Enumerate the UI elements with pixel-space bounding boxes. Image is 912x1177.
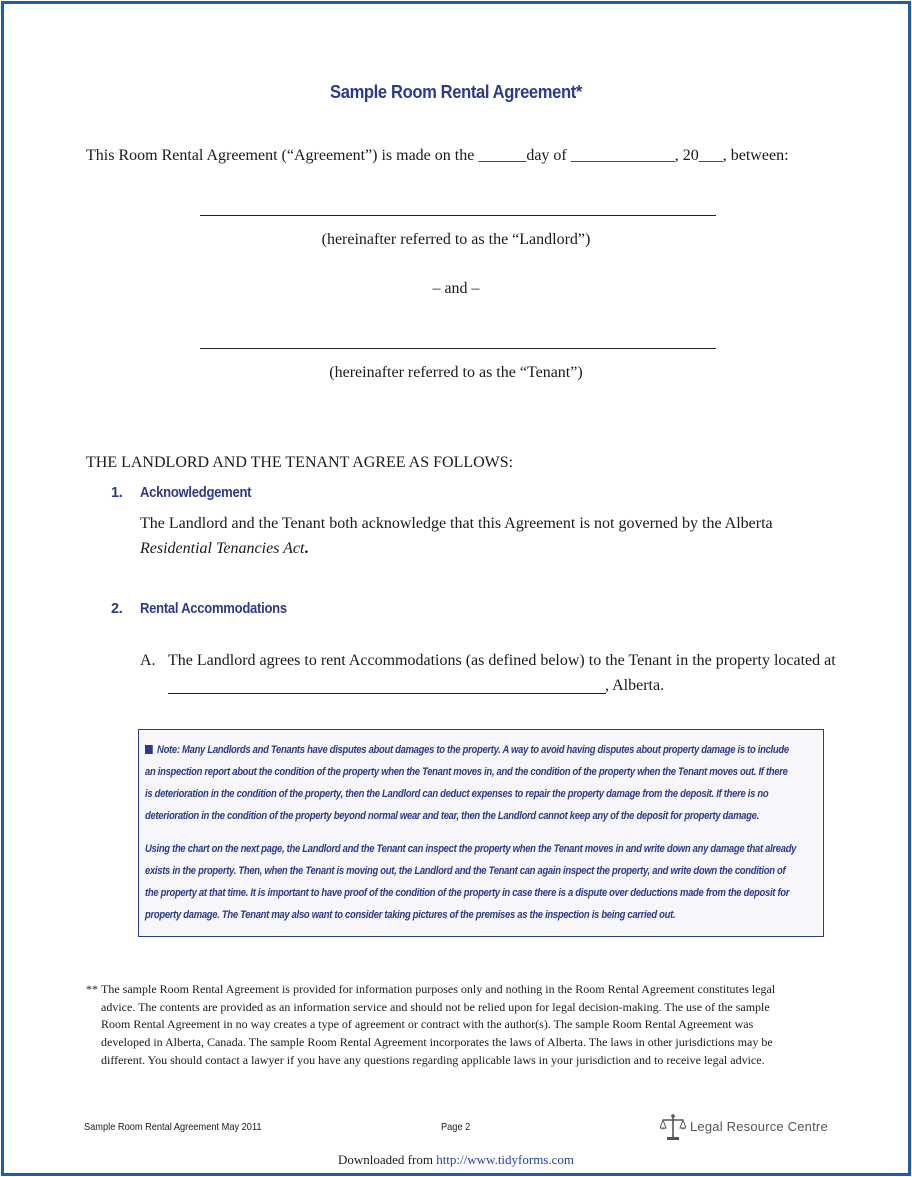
tenant-caption: (hereinafter referred to as the “Tenant”) bbox=[329, 364, 583, 381]
landlord-name-line bbox=[200, 215, 716, 216]
disclaimer-line-1: The sample Room Rental Agreement is provided for information purposes only and nothing in the Room Rental Agreement constitutes legal bbox=[101, 982, 776, 996]
note-text-1: Note: Many Landlords and Tenants have disputes about damages to the property. A way to avoid having disputes about property damage is to include bbox=[157, 744, 789, 756]
note-box bbox=[138, 729, 824, 937]
disclaimer-line-4: developed in Alberta, Canada. The sample Room Rental Agreement incorporates the laws of Alberta. The laws in other jurisdictions may be bbox=[101, 1035, 773, 1049]
note-line-8: property damage. The Tenant may also want to consider taking pictures of the premises as the inspection is being carried out. bbox=[145, 909, 676, 921]
section-1-text-line2 bbox=[140, 540, 308, 558]
note-line-7: the property at that time. It is important to have proof of the condition of the property in case there is a dispute over deductions made from the deposit for bbox=[145, 887, 790, 899]
download-link[interactable]: http://www.tidyforms.com bbox=[436, 1152, 575, 1167]
document-title: Sample Room Rental Agreement* bbox=[330, 82, 582, 102]
section-2-title: Rental Accommodations bbox=[140, 601, 287, 617]
landlord-caption: (hereinafter referred to as the “Landlord”) bbox=[321, 231, 591, 248]
act-period: . bbox=[304, 540, 309, 557]
section-2-number: 2. bbox=[111, 601, 123, 617]
download-line bbox=[0, 1152, 912, 1168]
note-line-6: exists in the property. Then, when the Tenant is moving out, the Landlord and the Tenant can again inspect the property, and write down the condition of bbox=[145, 865, 786, 877]
and-separator: – and – bbox=[432, 280, 480, 297]
disclaimer-line-2: advice. The contents are provided as an information service and should not be relied upon for legal decision-making. The use of the sample bbox=[101, 1000, 770, 1014]
download-prefix: Downloaded from bbox=[337, 1152, 437, 1167]
note-line-5: Using the chart on the next page, the Landlord and the Tenant can inspect the property when the Tenant moves in and write down any damage that already bbox=[145, 843, 797, 855]
footer-doc-name: Sample Room Rental Agreement May 2011 bbox=[84, 1121, 262, 1133]
property-address-line bbox=[168, 693, 606, 694]
note-line-3: is deterioration in the condition of the property, then the Landlord can deduct expenses to repair the property damage from the deposit. If there is no bbox=[145, 788, 769, 800]
note-line-2: an inspection report about the condition of the property when the Tenant moves in, and the condition of the property when the Tenant moves out. If there bbox=[145, 766, 788, 778]
agree-heading: THE LANDLORD AND THE TENANT AGREE AS FOLLOWS: bbox=[86, 454, 514, 471]
disclaimer-line-5: different. You should contact a lawyer if you have any questions regarding applicable laws in your jurisdiction and to receive legal advice. bbox=[101, 1053, 765, 1067]
logo-text: Legal Resource Centre bbox=[690, 1119, 828, 1134]
disclaimer-line-3: Room Rental Agreement in no way creates a type of agreement or contract with the author(s). The sample Room Rental Agreement was bbox=[101, 1017, 754, 1031]
footer-page-number: Page 2 bbox=[441, 1121, 471, 1133]
section-1-title: Acknowledgement bbox=[140, 485, 252, 501]
act-name: Residential Tenancies Act bbox=[140, 540, 305, 557]
note-bullet-icon bbox=[145, 745, 153, 754]
disclaimer-marker: ** bbox=[86, 982, 98, 996]
scales-of-justice-icon bbox=[660, 1112, 686, 1142]
item-a-alberta: , Alberta. bbox=[605, 677, 665, 694]
item-a-label: A. bbox=[140, 652, 156, 669]
tenant-name-line bbox=[200, 348, 716, 349]
item-a-text: The Landlord agrees to rent Accommodations (as defined below) to the Tenant in the property located at bbox=[168, 652, 836, 669]
note-line-1 bbox=[145, 744, 789, 756]
intro-text: This Room Rental Agreement (“Agreement”) is made on the ______day of _____________, 20___, between: bbox=[86, 147, 789, 164]
section-1-number: 1. bbox=[111, 485, 123, 501]
section-1-text: The Landlord and the Tenant both acknowledge that this Agreement is not governed by the Alberta bbox=[140, 515, 773, 532]
note-line-4: deterioration in the condition of the property beyond normal wear and tear, then the Landlord cannot keep any of the deposit for property damage. bbox=[145, 810, 759, 822]
